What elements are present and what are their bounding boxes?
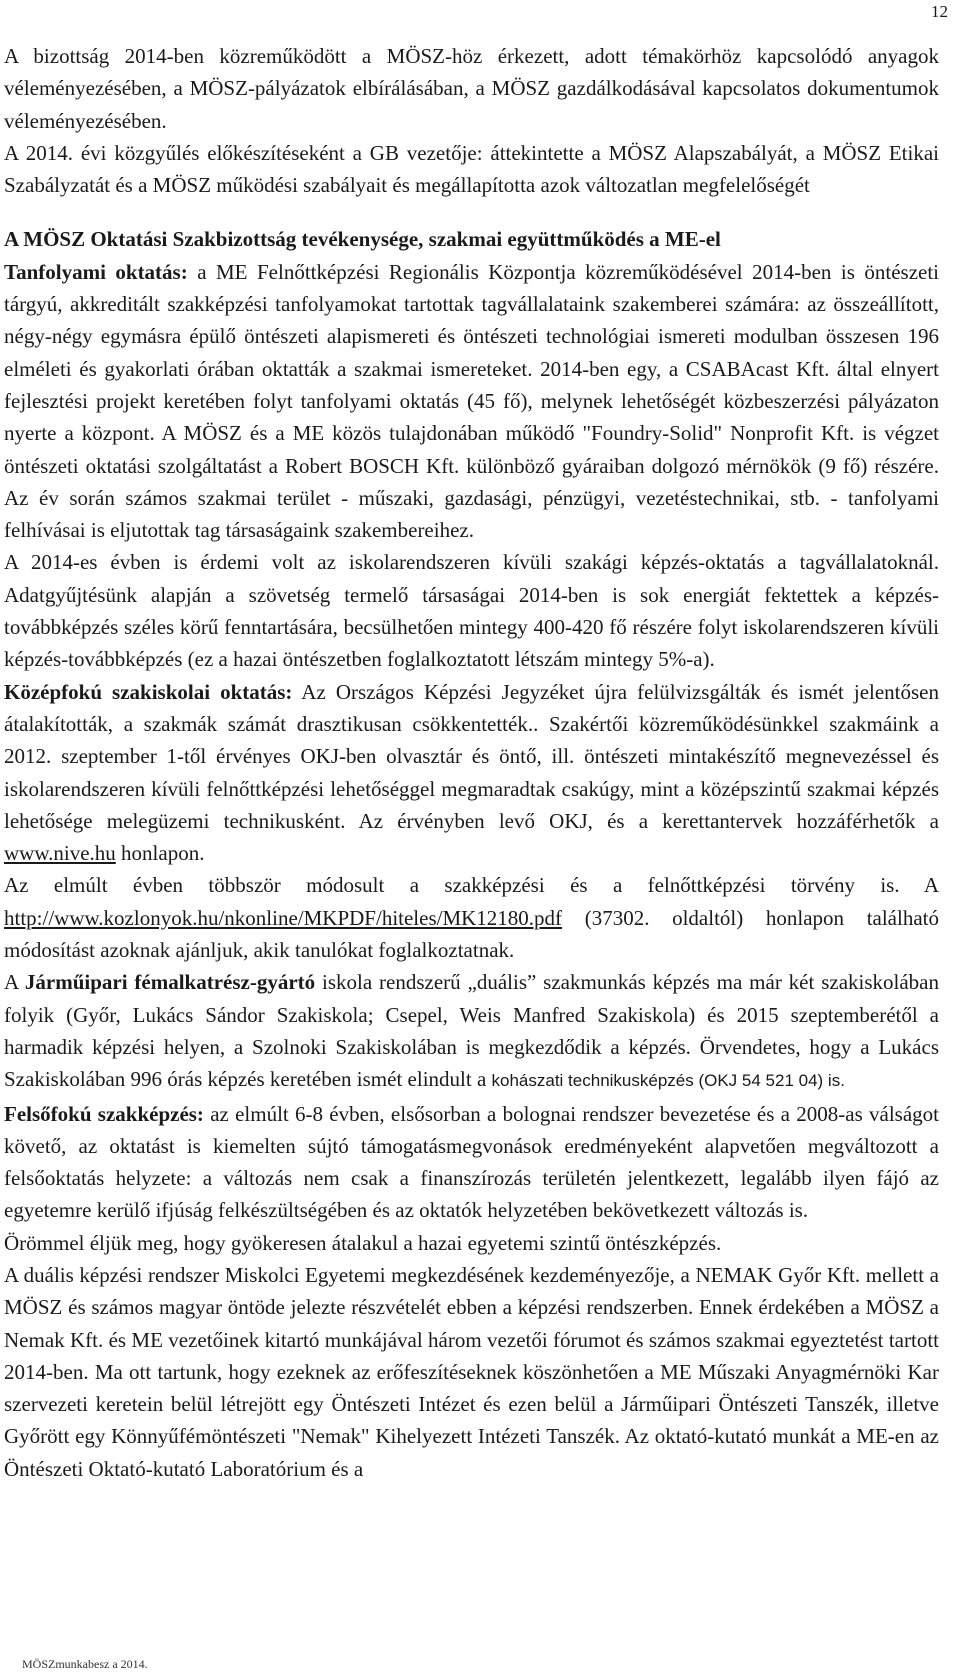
paragraph-law-change xyxy=(4,869,939,966)
paragraph-committee: A bizottság 2014-ben közreműködött a MÖSZ-höz érkezett, adott témakörhöz kapcsolódó anyagok véleményezésében, a MÖSZ-pályázatok elbírálásában, a MÖSZ gazdálkodásával kapcsolatos dokumentumok véleményezésében. xyxy=(4,44,939,133)
dual-training-bold: Járműipari fémalkatrész-gyártó xyxy=(24,970,316,995)
dual-training-text: iskola rendszerű „duális” szakmunkás képzés ma már két szakiskolában folyik (Győr, Lukács Sándor Szakiskola; Csepel, Weis Manfred Szakiskola) és 2015 szeptemberétől a harmadik képzési helyen, a Szolnoki Szakiskolában is megkezdődik a képzés. Örvendetes, hogy a Lukács Szakiskolában 996 órás képzés keretében ismét elindult a xyxy=(4,970,939,1092)
page-number: 12 xyxy=(931,2,948,21)
nive-link[interactable]: www.nive.hu xyxy=(4,841,116,866)
paragraph-university-change: Örömmel éljük meg, hogy gyökeresen átalakul a hazai egyetemi szintű öntészképzés. xyxy=(4,1230,722,1255)
kozlony-link[interactable]: http://www.kozlonyok.hu/nkonline/MKPDF/hiteles/MK12180.pdf xyxy=(4,905,563,930)
document-body xyxy=(4,40,939,1485)
paragraph-secondary-education xyxy=(4,676,939,870)
paragraph-higher-education xyxy=(4,1098,939,1227)
law-change-text: Az elmúlt évben többször módosult a szakképzési és a felnőttképzési törvény is. A xyxy=(4,873,939,898)
section-heading: A MÖSZ Oktatási Szakbizottság tevékenysége, szakmai együttműködés a ME-el xyxy=(4,227,721,252)
paragraph-course-training xyxy=(4,256,939,547)
paragraph-sector-training: A 2014-es évben is érdemi volt az iskolarendszeren kívüli szakági képzés-oktatás a tagvállalatoknál. Adatgyűjtésünk alapján a szövetség termelő társaságai 2014-ben is sok energiát fektettek a képzés-továbbképzés széles körű fenntartására, becsülhetően mintegy 400-420 fő részére folyt iskolarendszeren kívüli képzés-továbbképzés (ez a hazai öntészetben foglalkoztatott létszám mintegy 5%-a). xyxy=(4,550,939,672)
law-change-end: (37302. oldaltól) honlapon található módosítást azoknak ajánljuk, akik tanulókat foglalkoztatnak. xyxy=(4,905,939,963)
secondary-education-end: honlapon. xyxy=(115,841,205,866)
paragraph-dual-training xyxy=(4,966,939,1097)
secondary-education-text: Az Országos Képzési Jegyzéket újra felülvizsgálták és ismét jelentősen átalakították, a szakmák számát drasztikusan csökkentették.. Szakértői közreműködésünkkel szakmáink a 2012. szeptember 1-től érvényes OKJ-ben olvasztár és öntő, ill. öntészeti mintakészítő megnevezéssel és iskolarendszeren kívüli felnőttképzési lehetőséggel megmaradtak csakúgy, mint a középszintű szakmai képzés lehetősége melegüzemi technikusként. Az érvényben levő OKJ, és a kerettantervek hozzáférhetők a xyxy=(4,679,940,833)
higher-education-label: Felsőfokú szakképzés: xyxy=(4,1101,204,1126)
higher-education-text: az elmúlt 6-8 évben, elsősorban a bolognai rendszer bevezetése és a 2008-as válságot követő, az oktatást is kiemelten sújtó támogatásmegvonások eredményeként alapvetően megváltozott a felsőoktatás helyzete: a változás nem csak a finanszírozás területén jelentkezett, legalább ilyen fájó az egyetemre kerülő ifjúság felkészültségében és az oktatók helyzetében bekövetkezett változás is. xyxy=(4,1101,939,1223)
paragraph-general-assembly: A 2014. évi közgyűlés előkészítéseként a GB vezetője: áttekintette a MÖSZ Alapszabályát, a MÖSZ Etikai Szabályzatát és a MÖSZ működési szabályait és megállapította azok változatlan megfelelőségét xyxy=(4,140,939,198)
spacer xyxy=(4,201,939,223)
paragraph-dual-university: A duális képzési rendszer Miskolci Egyetemi megkezdésének kezdeményezője, a NEMAK Győr Kft. mellett a MÖSZ és számos magyar öntöde jelezte részvételét ebben a képzési rendszerben. Ennek érdekében a MÖSZ a Nemak Kft. és ME vezetőinek kitartó munkájával három vezetői fórumot és számos szakmai egyeztetést tartott 2014-ben. Ma ott tartunk, hogy ezeknek az erőfeszítéseknek köszönhetően a ME Műszaki Anyagmérnöki Kar szervezeti keretein belül létrejött egy Öntészeti Intézet és ezen belül a Járműipari Öntészeti Tanszék, illetve Győrött egy Könnyűfémöntészeti "Nemak" Kihelyezett Intézeti Tanszék. Az oktató-kutató munkát a ME-en az Öntészeti Oktató-kutató Laboratórium és a xyxy=(4,1262,939,1481)
dual-training-sans: kohászati technikusképzés (OKJ 54 521 04) is. xyxy=(491,1071,845,1091)
page-footer: MÖSZmunkabesz a 2014. xyxy=(22,1657,148,1671)
course-training-text: a ME Felnőttképzési Regionális Központja közreműködésével 2014-ben is öntészeti tárgyú, akkreditált szakképzési tanfolyamokat tartottak tagvállalataink szakemberei számára: az összeállított, négy-négy egymásra épülő öntészeti alapismereti és öntészeti technológiai ismereti modulban összesen 196 elméleti és gyakorlati órában oktatták a szakmai ismereteket. 2014-ben egy, a CSABAcast Kft. által elnyert fejlesztési projekt keretében folyt tanfolyami oktatás (45 fő), melynek lehetőségét közbeszerzési pályázaton nyerte a központ. A MÖSZ és a ME közös tulajdonában működő "Foundry-Solid" Nonprofit Kft. is végzet öntészeti oktatási szolgáltatást a Robert BOSCH Kft. különböző gyáraiban dolgozó mérnökök (9 fő) részére. Az év során számos szakmai terület - műszaki, gazdasági, pénzügyi, vezetéstechnikai, stb. - tanfolyami felhívásai is eljutottak tag társaságaink szakembereihez. xyxy=(4,259,940,543)
course-training-label: Tanfolyami oktatás: xyxy=(4,259,188,284)
secondary-education-label: Középfokú szakiskolai oktatás: xyxy=(4,679,293,704)
dual-training-start: A xyxy=(4,970,25,995)
